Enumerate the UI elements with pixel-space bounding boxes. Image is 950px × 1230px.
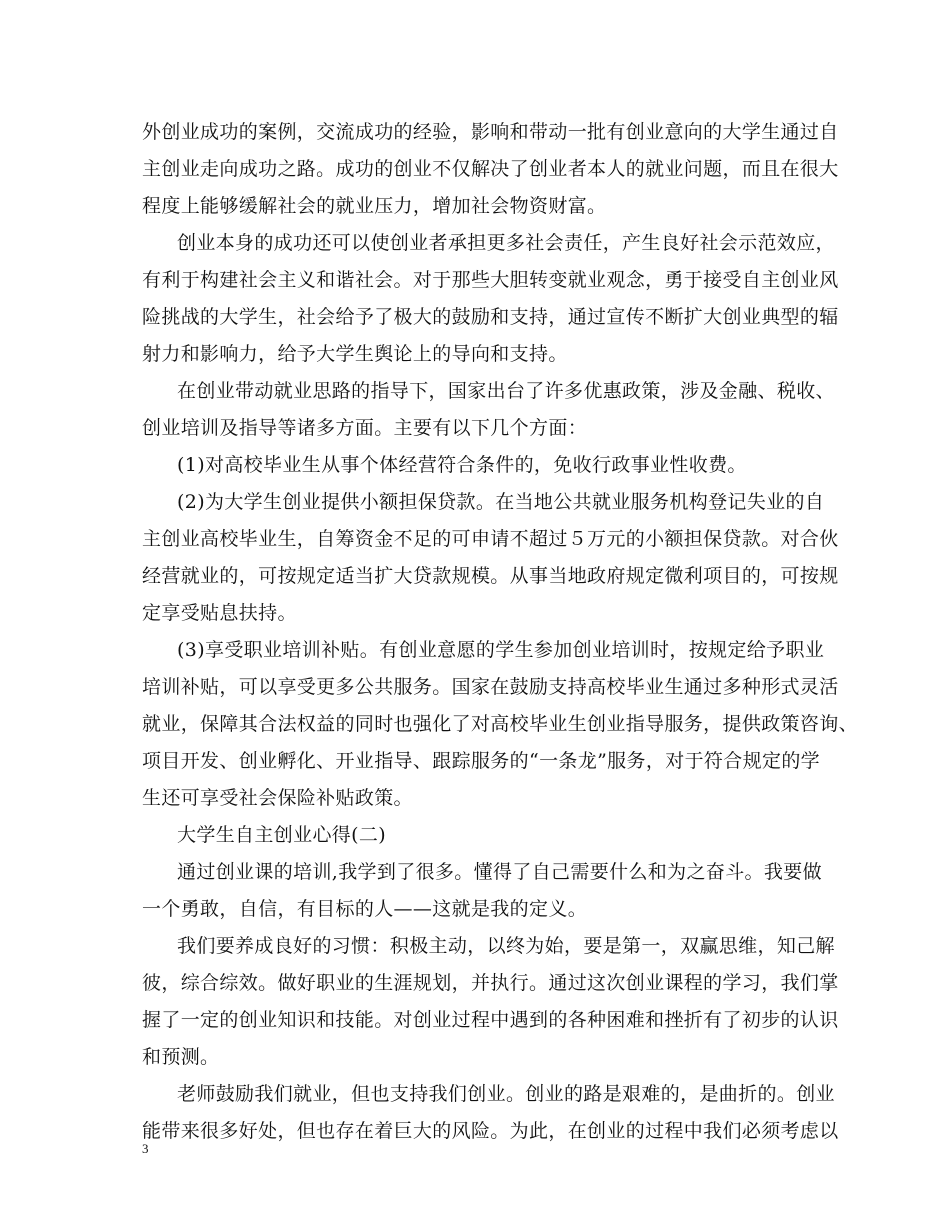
text-line: 有利于构建社会主义和谐社会。对于那些大胆转变就业观念，勇于接受自主创业风 [142,269,839,291]
paragraph-start-line: 老师鼓励我们就业，但也支持我们创业。创业的路是艰难的，是曲折的。创业 [177,1083,835,1105]
text-line: 彼，综合综效。做好职业的生涯规划，并执行。通过这次创业课程的学习，我们掌 [142,972,839,994]
section-heading: 大学生自主创业心得(二) [177,824,387,846]
text-line: 射力和影响力，给予大学生舆论上的导向和支持。 [142,343,568,365]
text-line: 创业培训及指导等诸多方面。主要有以下几个方面： [142,417,588,439]
paragraph-start-line: 创业本身的成功还可以使创业者承担更多社会责任，产生良好社会示范效应， [177,232,835,254]
text-line: 外创业成功的案例，交流成功的经验，影响和带动一批有创业意向的大学生通过自 [142,121,839,143]
text-line: 经营就业的，可按规定适当扩大贷款规模。从事当地政府规定微利项目的，可按规 [142,565,839,587]
list-item-1: (1)对高校毕业生从事个体经营符合条件的，免收行政事业性收费。 [177,454,747,476]
text-line: 程度上能够缓解社会的就业压力，增加社会物资财富。 [142,195,607,217]
text-line: 就业，保障其合法权益的同时也强化了对高校毕业生创业指导服务，提供政策咨询、 [142,713,858,735]
text-line: 握了一定的创业知识和技能。对创业过程中遇到的各种困难和挫折有了初步的认识 [142,1009,839,1031]
list-item-3: (3)享受职业培训补贴。有创业意愿的学生参加创业培训时，按规定给予职业 [177,639,825,661]
text-line: 生还可享受社会保险补贴政策。 [142,787,413,809]
text-line: 和预测。 [142,1046,220,1068]
text-line: 主创业高校毕业生，自筹资金不足的可申请不超过５万元的小额担保贷款。对合伙 [142,528,839,550]
paragraph-start-line: 在创业带动就业思路的指导下，国家出台了许多优惠政策，涉及金融、税收、 [177,380,835,402]
text-line: 主创业走向成功之路。成功的创业不仅解决了创业者本人的就业问题，而且在很大 [142,158,839,180]
list-item-2: (2)为大学生创业提供小额担保贷款。在当地公共就业服务机构登记失业的自 [177,491,825,513]
text-line: 定享受贴息扶持。 [142,602,297,624]
text-line: 培训补贴，可以享受更多公共服务。国家在鼓励支持高校毕业生通过多种形式灵活 [142,676,839,698]
text-line: 险挑战的大学生，社会给予了极大的鼓励和支持，通过宣传不断扩大创业典型的辐 [142,306,839,328]
text-line: 项目开发、创业孵化、开业指导、跟踪服务的“一条龙”服务，对于符合规定的学 [142,750,821,772]
paragraph-start-line: 通过创业课的培训,我学到了很多。懂得了自己需要什么和为之奋斗。我要做 [177,861,822,883]
text-line: 一个勇敢，自信，有目标的人——这就是我的定义。 [142,898,588,920]
text-line: 能带来很多好处，但也存在着巨大的风险。为此，在创业的过程中我们必须考虑以 [142,1120,839,1142]
paragraph-start-line: 我们要养成良好的习惯：积极主动，以终为始，要是第一，双赢思维，知己解 [177,935,835,957]
page-number: 3 [142,1141,149,1156]
